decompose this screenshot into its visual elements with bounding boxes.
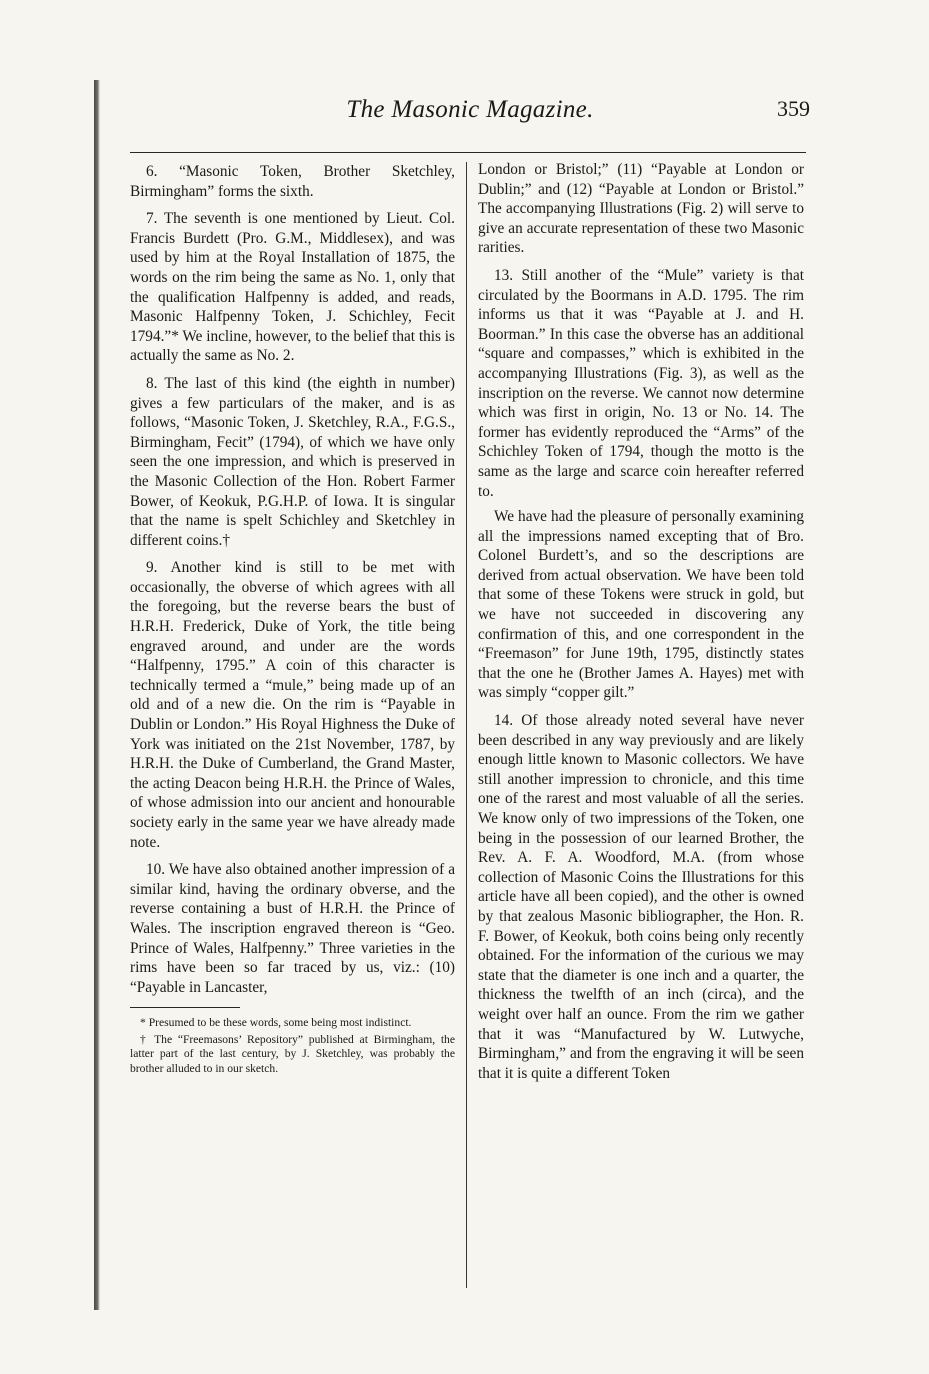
footnote-rule [130, 1007, 240, 1008]
paragraph-10-continued: London or Bristol;” (11) “Payable at London or Dublin;” and (12) “Payable at London or Bristol.” The accompanying Illustrations (Fig. 2) will serve to give an accurate representation of these two Masonic rarities. [478, 161, 804, 257]
column-divider [466, 162, 467, 1288]
page-number: 359 [777, 96, 810, 121]
footnote-asterisk: * Presumed to be these words, some being most indistinct. [140, 1016, 412, 1030]
paragraph-6: 6. “Masonic Token, Brother Sketchley, Birmingham” forms the sixth. [130, 163, 455, 200]
footnotes [130, 1016, 455, 1076]
paragraph-8: 8. The last of this kind (the eighth in number) gives a few particulars of the maker, and is as follows, “Masonic Token, J. Sketchley, R.A., F.G.S., Birmingham, Fecit” (1794), of which we have only seen the one impression, and which is preserved in the Masonic Collection of the Hon. Robert Farmer Bower, of Keokuk, P.G.H.P. of Iowa. It is singular that the name is spelt Schichley and Sketchley in different coins.† [130, 374, 455, 549]
right-column [478, 160, 804, 1089]
left-column [130, 162, 455, 1078]
paragraph-14: 14. Of those already noted several have never been described in any way previously and are likely enough little known to Masonic collectors. We have still another impression to chronicle, and this time one of the rarest and most valuable of all the series. We know only of two impressions of the Token, one being in the possession of our learned Brother, the Rev. A. F. A. Woodford, M.A. (from whose collection of Masonic Coins the Illustrations for this article have all been copied), and the other is owned by that zealous Masonic bibliographer, the Hon. R. F. Bower, of Keokuk, both coins being only recently obtained. For the information of the curious we may state that the diameter is one inch and a quarter, the thickness the twelfth of an inch (circa), and the weight over half an ounce. From the rim we gather that it was “Manufactured by W. Lutwyche, Birmingham,” and from the engraving it will be seen that it is quite a different Token [478, 712, 804, 1082]
footnote-dagger: † The “Freemasons’ Repository” published at Birmingham, the latter part of the last century, by J. Sketchley, was probably the brother alluded to in our sketch. [130, 1032, 455, 1075]
page-header [130, 96, 810, 136]
paragraph-9: 9. Another kind is still to be met with occasionally, the obverse of which agrees with all the foregoing, but the reverse bears the bust of H.R.H. Frederick, Duke of York, the title being engraved around, and under are the words “Halfpenny, 1795.” A coin of this character is technically termed a “mule,” being made up of an old and of a new die. On the rim is “Payable in Dublin or London.” His Royal Highness the Duke of York was initiated on the 21st November, 1787, by H.R.H. the Duke of Cumberland, the Grand Master, the acting Deacon being H.R.H. the Prince of Wales, of whose admission into our ancient and honourable society early in the same year we have already made note. [130, 559, 455, 851]
paragraph-7: 7. The seventh is one mentioned by Lieut. Col. Francis Burdett (Pro. G.M., Middlesex), and was used by him at the Royal Installation of 1875, the words on the rim being the same as No. 1, only that the qualification Halfpenny is added, and reads, Masonic Halfpenny Token, J. Schichley, Fecit 1794.”* We incline, however, to the belief that this is actually the same as No. 2. [130, 210, 455, 365]
paragraph-13: 13. Still another of the “Mule” variety is that circulated by the Boormans in A.D. 1795. The rim informs us that it was “Payable at J. and H. Boorman.” In this case the obverse has an additional “square and compasses,” which is exhibited in the accompanying Illustrations (Fig. 3), as well as the inscription on the reverse. We cannot now determine which was first in origin, No. 13 or No. 14. The former has evidently reproduced the “Arms” of the Schichley Token of 1794, though the motto is the same as the large and scarce coin hereafter referred to. [478, 266, 804, 500]
header-rule [130, 152, 806, 153]
running-title: The Masonic Magazine. [346, 96, 594, 123]
paragraph-10: 10. We have also obtained another impression of a similar kind, having the ordinary obverse, and the reverse containing a bust of H.R.H. the Prince of Wales. The inscription engraved thereon is “Geo. Prince of Wales, Halfpenny.” Three varieties in the rims have been so far traced by us, viz.: (10) “Payable in Lancaster, [130, 861, 455, 996]
paragraph-observation: We have had the pleasure of personally examining all the impressions named excepting that of Bro. Colonel Burdett’s, and so the descriptions are derived from actual observation. We have been told that some of these Tokens were struck in gold, but we have not succeeded in discovering any confirmation of this, and one correspondent in the “Freemason” for June 19th, 1795, distinctly states that the one he (Brother James A. Hayes) met with was simply “copper gilt.” [478, 508, 804, 702]
binding-edge [94, 80, 100, 1310]
